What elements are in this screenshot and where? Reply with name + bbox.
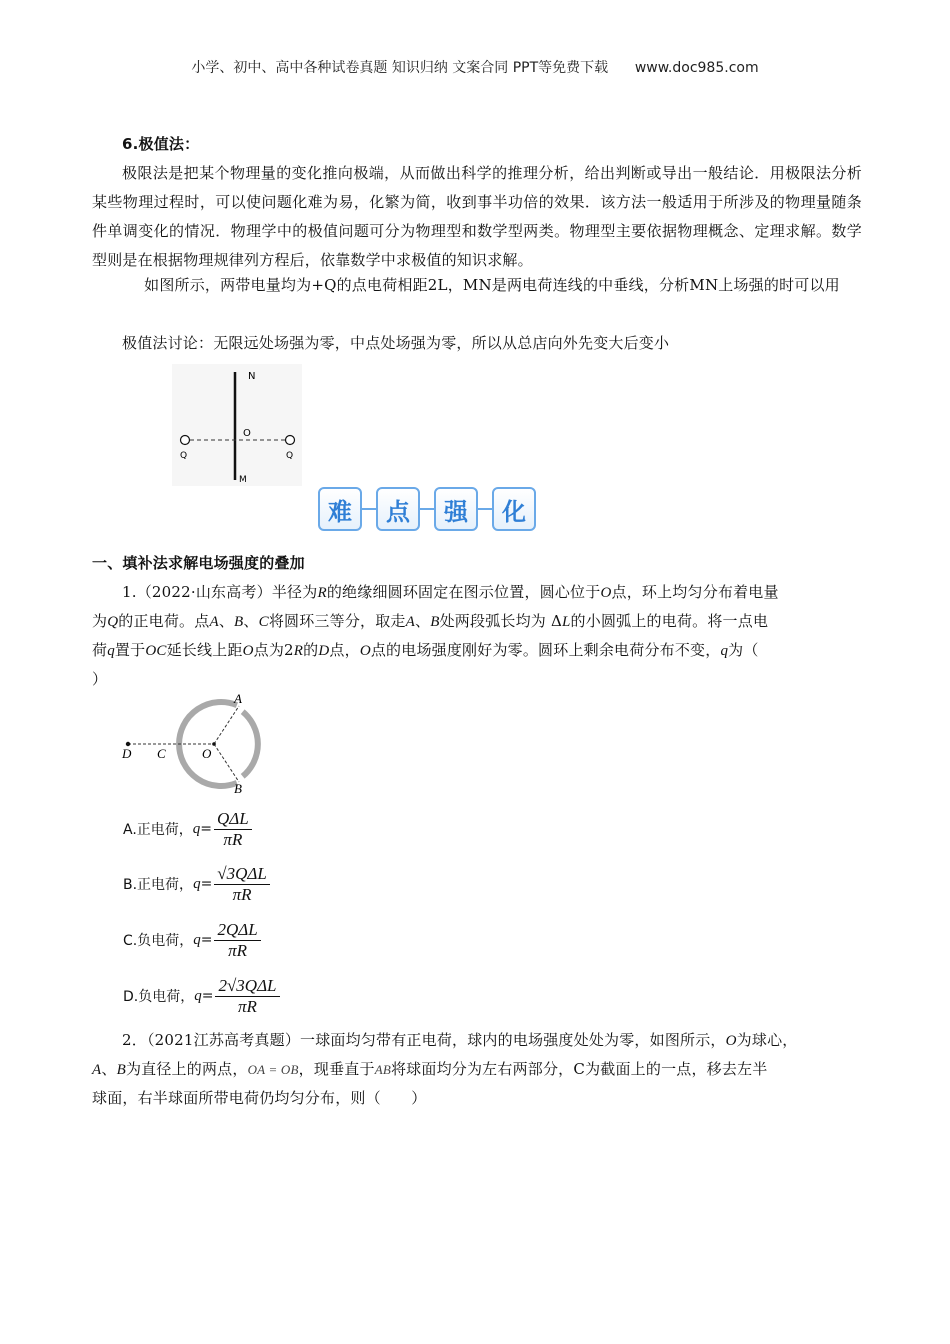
paragraph-extremum-discussion: 极值法讨论：无限远处场强为零，中点处场强为零，所以从总店向外先变大后变小: [122, 334, 670, 352]
label-o: O: [243, 428, 251, 439]
dashed-line-o-b: [214, 744, 239, 782]
section-title-extremum: 6.极值法：: [122, 135, 200, 153]
ring-arc-right: [243, 712, 258, 777]
option-d-denominator: πR: [238, 996, 257, 1016]
label-n: N: [248, 371, 256, 382]
option-a-label: A.正电荷，: [123, 822, 193, 838]
question-1-line-2: 为Q的正电荷。点A、B、C将圆环三等分，取走A、B处两段弧长均为 ΔL的小圆弧上的电荷。将一点电: [92, 612, 769, 630]
banner-char-4: 化: [492, 487, 536, 531]
label-b: B: [234, 781, 242, 796]
option-b-numerator: √3QΔL: [214, 864, 270, 885]
option-a-eq: =: [200, 821, 213, 837]
question-2-line-1: 2．（2021江苏高考真题）一球面均匀带有正电荷，球内的电场强度处处为零，如图所示，O为球心，: [122, 1031, 798, 1049]
option-d-var: q: [194, 987, 202, 1004]
paragraph-figure-intro: 如图所示，两带电量均为+Q的点电荷相距2L，MN是两电荷连线的中垂线，分析MN上场强的时可以用: [144, 276, 840, 294]
label-c: C: [157, 746, 166, 761]
section-title-fill-method: 一、填补法求解电场强度的叠加: [92, 554, 305, 572]
figure-two-charges: [172, 364, 302, 486]
figure-charged-ring: [118, 688, 270, 798]
label-o-center: O: [202, 746, 212, 761]
dashed-line-o-a: [214, 706, 239, 744]
option-b-var: q: [193, 875, 201, 892]
banner-char-3: 强: [434, 487, 478, 531]
option-a-denominator: πR: [223, 829, 243, 849]
label-a: A: [234, 691, 242, 706]
option-c-var: q: [193, 931, 201, 948]
option-b-denominator: πR: [232, 884, 252, 904]
option-d-eq: =: [201, 988, 214, 1004]
option-b-fraction: [214, 864, 270, 905]
option-d-label: D.负电荷，: [123, 989, 195, 1005]
option-a-numerator: QΔL: [214, 809, 252, 830]
question-1-line-4: ）: [92, 670, 108, 688]
question-2-line-2: A、B为直径上的两点，OA = OB，现垂直于AB将球面均分为左右两部分，C为截面上的一点，移去左半: [92, 1060, 768, 1078]
option-d-numerator: 2√3QΔL: [215, 976, 279, 997]
question-1-line-3: 荷q置于OC延长线上距O点为2R的D点，O点的电场强度刚好为零。圆环上剩余电荷分布不变，q为（: [92, 641, 759, 659]
right-charge: [286, 436, 295, 445]
label-m: M: [239, 475, 247, 485]
label-left-charge: Q: [180, 451, 188, 461]
page-header: 小学、初中、高中各种试卷真题 知识归纳 文案合同 PPT等免费下载 www.doc985.com: [191, 60, 759, 76]
option-b-label: B.正电荷，: [123, 877, 194, 893]
option-a-var: q: [192, 820, 201, 837]
option-c[interactable]: [123, 917, 261, 963]
option-c-fraction: [214, 920, 260, 961]
left-charge: [181, 436, 190, 445]
option-c-label: C.负电荷，: [123, 933, 194, 949]
option-b[interactable]: [123, 861, 270, 907]
ring-arc-main: [179, 702, 237, 786]
option-d[interactable]: [123, 973, 280, 1019]
option-a[interactable]: [123, 806, 252, 852]
label-d: D: [122, 746, 132, 761]
option-c-numerator: 2QΔL: [214, 920, 260, 941]
difficulty-banner: [314, 485, 540, 535]
point-o: [212, 742, 216, 746]
option-c-denominator: πR: [228, 940, 248, 960]
question-2-line-3: 球面，右半球面所带电荷仍均匀分布，则（ ）: [92, 1089, 427, 1107]
option-a-fraction: [214, 809, 252, 850]
option-b-eq: =: [200, 876, 213, 892]
paragraph-limit-method: 极限法是把某个物理量的变化推向极端，从而做出科学的推理分析，给出判断或导出一般结论．用极限法分析某些物理过程时，可以使问题化难为易，化繁为简，收到事半功倍的效果．该方法一般适用于所涉及的物理量随条件单调变化的情况．物理学中的极值问题可分为物理型和数学型两类。物理型主要依据物理概念、定理求解。数学型则是在根据物理规律列方程后，依靠数学中求极值的知识求解。: [92, 164, 862, 269]
label-right-charge: Q: [286, 451, 294, 461]
option-c-eq: =: [200, 932, 213, 948]
question-1-line-1: 1.（2022·山东高考）半径为R的绝缘细圆环固定在图示位置，圆心位于O点，环上均匀分布着电量: [122, 583, 779, 601]
banner-char-1: 难: [318, 487, 362, 531]
option-d-fraction: [215, 976, 279, 1017]
banner-char-2: 点: [376, 487, 420, 531]
